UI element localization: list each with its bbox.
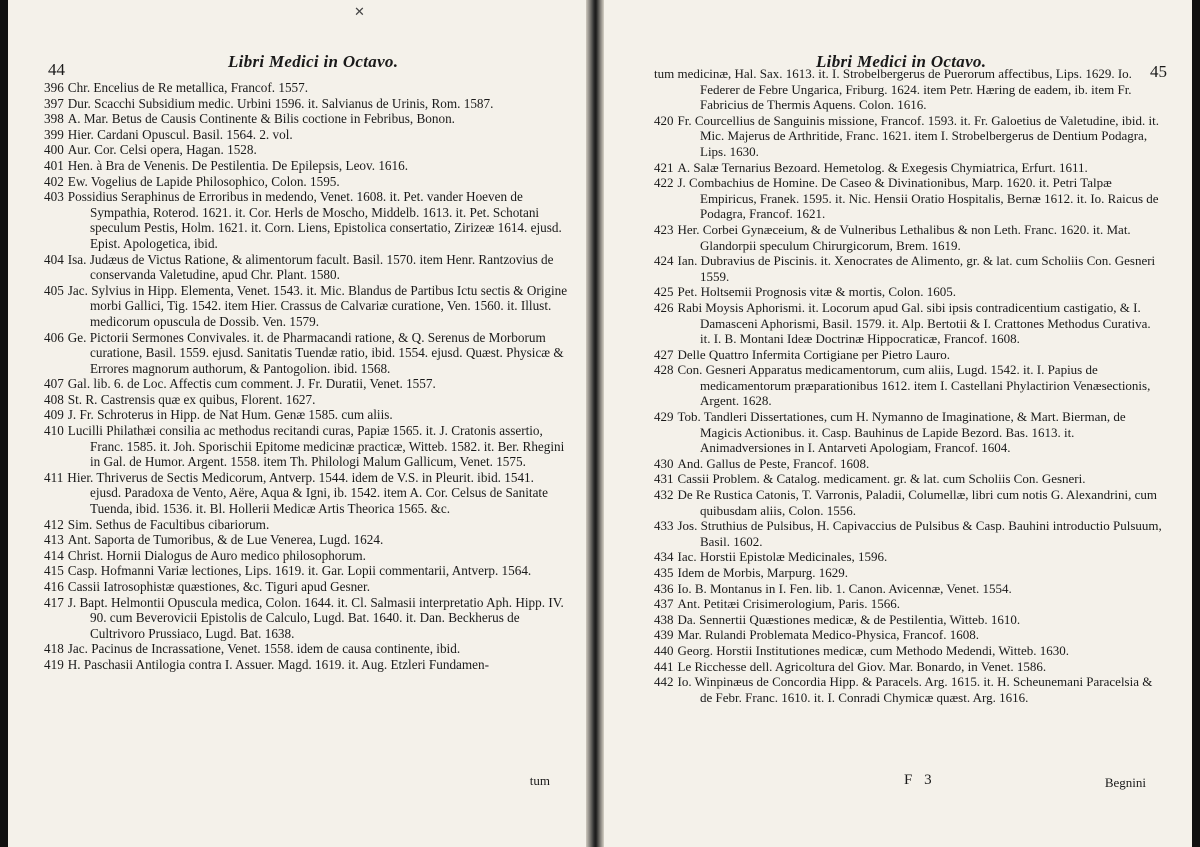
catalog-entry bbox=[8, 563, 568, 579]
entry-text: Ew. Vogelius de Lapide Philosophico, Colon. 1595. bbox=[67, 173, 340, 189]
catalog-entry bbox=[8, 330, 568, 377]
entry-text: Hier. Thriverus de Sectis Medicorum, Antverp. 1544. idem de V.S. in Pleurit. ibid. 1541. ejusd. Paradoxa de Vento, Aëre, Aqua & Igni, ib. 1542. item A. Cor. Celsus de Sanitate Tuenda, ibid. 1536. it. Bl. Hollerii Medicæ Artis Theorica 1565. &c. bbox=[67, 469, 548, 517]
catalog-entry bbox=[8, 579, 568, 595]
catalog-entry bbox=[8, 595, 568, 642]
catalog-entry bbox=[604, 518, 1162, 549]
entry-number: 403 bbox=[44, 189, 64, 205]
entry-number: 408 bbox=[44, 391, 64, 407]
entry-text: A. Mar. Betus de Causis Continente & Bilis coctione in Febribus, Bonon. bbox=[67, 111, 455, 127]
entry-number: 433 bbox=[654, 518, 674, 534]
entry-text: Delle Quattro Infermita Cortigiane per Pietro Lauro. bbox=[677, 346, 951, 362]
catalog-entry bbox=[604, 674, 1162, 705]
entry-text: De Re Rustica Catonis, T. Varronis, Paladii, Columellæ, libri cum notis G. Alexandrini, cum quibusdam aliis, Colon. 1556. bbox=[677, 487, 1158, 518]
entry-text: Io. Winpinæus de Concordia Hipp. & Paracels. Arg. 1615. it. H. Scheunemani Paracelsia & de Febr. Franc. 1610. it. I. Conradi Chymicæ quæst. Arg. 1616. bbox=[677, 674, 1153, 705]
entry-number: 404 bbox=[44, 251, 64, 267]
entry-text: And. Gallus de Peste, Francof. 1608. bbox=[677, 455, 870, 471]
entry-text: Hen. à Bra de Venenis. De Pestilentia. De Epilepsis, Leov. 1616. bbox=[67, 157, 409, 173]
entry-number: 425 bbox=[654, 284, 674, 300]
entry-text: Chr. Encelius de Re metallica, Francof. 1557. bbox=[67, 80, 309, 95]
catalog-entry bbox=[604, 581, 1162, 597]
catalog-entry bbox=[8, 174, 568, 190]
catalog-entry bbox=[604, 160, 1162, 176]
catalog-entry bbox=[8, 252, 568, 283]
entry-number: 415 bbox=[44, 563, 64, 579]
entry-text: Idem de Morbis, Marpurg. 1629. bbox=[677, 565, 849, 580]
catalog-entry bbox=[8, 111, 568, 127]
entry-text: Possidius Seraphinus de Erroribus in medendo, Venet. 1608. it. Pet. vander Hoeven de Sympathia, Roterod. 1621. it. Cor. Herls de Moscho, Middelb. 1613. it. Pet. Schotani speculum Pestis, Holm. 1621. it. Corn. Liens, Epistolica consertatio, Zirizeæ 1614. ejusd. Epist. Apologetica, ibid. bbox=[67, 189, 562, 251]
entry-number: 442 bbox=[654, 674, 674, 690]
entry-text: Aur. Cor. Celsi opera, Hagan. 1528. bbox=[67, 142, 257, 158]
entry-text: Pet. Holtsemii Prognosis vitæ & mortis, Colon. 1605. bbox=[677, 284, 956, 300]
entry-number: 420 bbox=[654, 112, 674, 128]
catalog-entry bbox=[8, 127, 568, 143]
entry-text: Hier. Cardani Opuscul. Basil. 1564. 2. vol. bbox=[67, 126, 293, 142]
catalog-entry bbox=[604, 175, 1162, 222]
entry-text: Georg. Horstii Institutiones medicæ, cum Methodo Medendi, Witteb. 1630. bbox=[677, 642, 1069, 658]
left-page bbox=[8, 0, 586, 847]
entry-text: J. Combachius de Homine. De Caseo & Divinationibus, Marp. 1620. it. Petri Talpæ Empiricus, Franek. 1595. it. Nic. Hensii Oratio Hospitalis, Bernæ 1612. it. Io. Raicus de Podagra, Francof. 1621. bbox=[677, 175, 1159, 222]
entry-number: 417 bbox=[44, 594, 64, 610]
entry-number: 416 bbox=[44, 579, 64, 594]
entry-text: Mar. Rulandi Problemata Medico-Physica, Francof. 1608. bbox=[677, 627, 979, 643]
running-head bbox=[8, 52, 586, 79]
catalog-entry bbox=[8, 548, 568, 564]
entry-text: Dur. Scacchi Subsidium medic. Urbini 1596. it. Salvianus de Urinis, Rom. 1587. bbox=[67, 95, 494, 111]
catalog-entry bbox=[8, 423, 568, 470]
catalog-entry bbox=[604, 284, 1162, 300]
page-number: 45 bbox=[1150, 62, 1167, 81]
catalog-entry bbox=[604, 565, 1162, 581]
running-title: Libri Medici in Octavo. bbox=[816, 52, 987, 71]
catalog-entry bbox=[8, 517, 568, 533]
book-gutter bbox=[586, 0, 604, 847]
ornament-mark: ✕ bbox=[354, 4, 365, 19]
entry-number: 402 bbox=[44, 173, 64, 189]
catalog-entry bbox=[8, 376, 568, 392]
entry-number: 435 bbox=[654, 565, 674, 580]
entry-text: Her. Corbei Gynæceium, & de Vulneribus Lethalibus & non Leth. Franc. 1620. it. Mat. Glandorpii speculum Chirurgicorum, Brem. 1619. bbox=[677, 221, 1131, 253]
catchword: Begnini bbox=[1104, 775, 1146, 790]
entry-text: Cassii Problem. & Catalog. medicament. gr. & lat. cum Scholiis Con. Gesneri. bbox=[677, 471, 1086, 487]
entry-number: 413 bbox=[44, 532, 64, 548]
entry-number: 428 bbox=[654, 362, 674, 378]
entry-number: 422 bbox=[654, 175, 674, 191]
catalog-entry bbox=[604, 253, 1162, 284]
catalog-entry bbox=[8, 641, 568, 657]
entry-number: 431 bbox=[654, 471, 674, 487]
entry-number: 419 bbox=[44, 656, 64, 672]
entry-number: 407 bbox=[44, 376, 64, 392]
catalog-entry bbox=[604, 596, 1162, 612]
entry-number: 400 bbox=[44, 142, 64, 158]
entry-number: 396 bbox=[44, 80, 64, 95]
entry-text: Tob. Tandleri Dissertationes, cum H. Nymanno de Imaginatione, & Mart. Bierman, de Magicis Actionibus. it. Casp. Bauhinus de Lapide Bezord. Bas. 1613. it. Animadversiones in I. Antarveti Apologiam, Francof. 1604. bbox=[677, 409, 1126, 456]
entry-number: 423 bbox=[654, 221, 674, 237]
catalog-entry bbox=[8, 407, 568, 423]
entry-number: 441 bbox=[654, 658, 674, 674]
entry-list bbox=[8, 80, 586, 673]
signature-mark: F 3 bbox=[904, 772, 936, 788]
catchword: tum bbox=[529, 773, 550, 788]
entry-text: Da. Sennertii Quæstiones medicæ, & de Pestilentia, Witteb. 1610. bbox=[677, 611, 1021, 627]
entry-number: 434 bbox=[654, 549, 674, 565]
entry-text: Lucilli Philathæi consilia ac methodus recitandi curas, Papiæ 1565. it. J. Cratonis assertio, Franc. 1585. it. Joh. Sporischii Epitome medicinæ practicæ, Witteb. 1582. it. Ber. Rhegini in Gal. de Humor. Argent. 1558. item Th. Philologi Malum Gallicum, Venet. 1575. bbox=[67, 423, 565, 470]
catalog-entry bbox=[604, 362, 1162, 409]
entry-number: 438 bbox=[654, 611, 674, 627]
catalog-entry bbox=[604, 471, 1162, 487]
entry-number: 424 bbox=[654, 253, 674, 269]
entry-text: Ian. Dubravius de Piscinis. it. Xenocrates de Alimento, gr. & lat. cum Scholiis Con. Gesneri 1559. bbox=[677, 253, 1156, 284]
entry-text: Gal. lib. 6. de Loc. Affectis cum comment. J. Fr. Duratii, Venet. 1557. bbox=[67, 376, 436, 392]
entry-number: 440 bbox=[654, 642, 674, 658]
right-page bbox=[604, 0, 1192, 847]
catalog-entry bbox=[604, 456, 1162, 472]
entry-text: A. Salæ Ternarius Bezoard. Hemetolog. & Exegesis Chymiatrica, Erfurt. 1611. bbox=[677, 159, 1088, 175]
page-number: 44 bbox=[48, 60, 65, 79]
entry-number: 411 bbox=[44, 469, 64, 485]
entry-number: 432 bbox=[654, 487, 674, 503]
entry-text: Rabi Moysis Aphorismi. it. Locorum apud Gal. sibi ipsis contradicentium castigatio, & I. Damasceni Aphorismi, Basil. 1579. it. Alp. Bertotii & I. Crattones Methodus Curativa. it. I. B. Montani Ideæ Doctrinæ Hippocraticæ, Francof. 1608. bbox=[677, 299, 1151, 347]
entry-list bbox=[604, 66, 1192, 705]
entry-number: 429 bbox=[654, 409, 674, 425]
entry-text: Le Ricchesse dell. Agricoltura del Giov. Mar. Bonardo, in Venet. 1586. bbox=[677, 658, 1047, 674]
entry-number: 410 bbox=[44, 423, 64, 439]
catalog-entry bbox=[8, 96, 568, 112]
entry-text: Jac. Pacinus de Incrassatione, Venet. 1558. idem de causa continente, ibid. bbox=[67, 641, 461, 657]
entry-text: St. R. Castrensis quæ ex quibus, Florent. 1627. bbox=[67, 391, 316, 407]
catalog-entry bbox=[604, 627, 1162, 643]
entry-number: 405 bbox=[44, 282, 64, 298]
entry-number: 430 bbox=[654, 455, 674, 471]
catalog-entry bbox=[604, 643, 1162, 659]
catalog-entry bbox=[8, 189, 568, 251]
entry-text: Jac. Sylvius in Hipp. Elementa, Venet. 1543. it. Mic. Blandus de Partibus Ictu sectis & Origine morbi Gallici, Tig. 1542. item Hier. Crassus de Calvariæ curatione, Ven. 1560. it. Illust. medicorum opuscula de Dossib. Ven. 1579. bbox=[67, 282, 568, 329]
catalog-entry bbox=[604, 113, 1162, 160]
entry-number: 414 bbox=[44, 547, 64, 563]
entry-number: 406 bbox=[44, 329, 64, 345]
catalog-entry bbox=[8, 158, 568, 174]
running-title: Libri Medici in Octavo. bbox=[228, 52, 399, 71]
catalog-entry bbox=[604, 659, 1162, 675]
catalog-entry bbox=[604, 487, 1162, 518]
entry-number: 421 bbox=[654, 159, 674, 175]
entry-number: 409 bbox=[44, 407, 64, 423]
catalog-entry bbox=[8, 470, 568, 517]
catalog-entry bbox=[8, 657, 568, 673]
entry-number: 437 bbox=[654, 596, 674, 612]
entry-text: Isa. Judæus de Victus Ratione, & alimentorum facult. Basil. 1570. item Henr. Rantzovius de conservanda Valetudine, apud Chr. Plant. 1580. bbox=[67, 251, 554, 283]
entry-number: 418 bbox=[44, 641, 64, 657]
catalog-entry bbox=[604, 347, 1162, 363]
catalog-entry bbox=[604, 549, 1162, 565]
entry-text: Casp. Hofmanni Variæ lectiones, Lips. 1619. it. Gar. Lopii commentarii, Antverp. 1564. bbox=[67, 563, 532, 579]
entry-text: J. Bapt. Helmontii Opuscula medica, Colon. 1644. it. Cl. Salmasii interpretatio Aph. Hipp. IV. 90. cum Beverovicii Epistolis de Calculo, Lugd. Bat. 1640. it. Dan. Beckherus de Cultrivoro Prussiaco, Lugd. Bat. 1638. bbox=[67, 594, 564, 641]
entry-number: 436 bbox=[654, 580, 674, 596]
catalog-entry bbox=[604, 300, 1162, 347]
entry-text: Con. Gesneri Apparatus medicamentorum, cum aliis, Lugd. 1542. it. I. Papius de medicamentorum præparationibus 1612. item I. Castellani Phylactirion Venæsectionis, Argent. 1628. bbox=[677, 362, 1151, 409]
catalog-entry bbox=[8, 392, 568, 408]
continued-entry: tum medicinæ, Hal. Sax. 1613. it. I. Strobelbergerus de Puerorum affectibus, Lips. 1629. Io. Federer de Febre Ungarica, Friburg. 1624. item Petr. Hæring de eadem, ib. item Fr. Fabricius de Thermis Aquens. Colon. 1616. bbox=[654, 66, 1132, 113]
entry-text: Ant. Petitæi Crisimerologium, Paris. 1566. bbox=[677, 596, 900, 612]
entry-number: 439 bbox=[654, 627, 674, 643]
entry-number: 397 bbox=[44, 95, 64, 111]
catalog-entry bbox=[8, 532, 568, 548]
entry-number: 399 bbox=[44, 126, 64, 142]
entry-number: 398 bbox=[44, 111, 64, 127]
entry-text: Sim. Sethus de Facultibus cibariorum. bbox=[67, 516, 270, 532]
entry-text: Jos. Struthius de Pulsibus, H. Capivaccius de Pulsibus & Casp. Bauhini introductio Pulsuum, Basil. 1602. bbox=[677, 518, 1162, 549]
entry-text: Iac. Horstii Epistolæ Medicinales, 1596. bbox=[677, 549, 888, 565]
catalog-entry bbox=[604, 222, 1162, 253]
entry-text: Ge. Pictorii Sermones Convivales. it. de Pharmacandi ratione, & Q. Serenus de Morborum curatione, Basil. 1559. ejusd. Sanitatis Tuendæ ratio, ibid. 1554. ejusd. Quæst. Physicæ & Errores magnorum authorum, & Pantogolion. ibid. 1568. bbox=[67, 329, 564, 376]
catalog-entry bbox=[8, 142, 568, 158]
entry-text: Ant. Saporta de Tumoribus, & de Lue Venerea, Lugd. 1624. bbox=[67, 532, 384, 548]
catalog-entry bbox=[604, 409, 1162, 456]
entry-number: 426 bbox=[654, 299, 674, 315]
entry-text: Io. B. Montanus in I. Fen. lib. 1. Canon. Avicennæ, Venet. 1554. bbox=[677, 580, 1012, 596]
entry-number: 412 bbox=[44, 516, 64, 532]
catalog-entry bbox=[604, 612, 1162, 628]
entry-text: H. Paschasii Antilogia contra I. Assuer. Magd. 1619. it. Aug. Etzleri Fundamen- bbox=[67, 656, 489, 672]
entry-number: 401 bbox=[44, 157, 64, 173]
catalog-entry bbox=[8, 80, 568, 96]
entry-number: 427 bbox=[654, 346, 674, 362]
entry-text: Christ. Hornii Dialogus de Auro medico philosophorum. bbox=[67, 547, 366, 563]
catalog-entry bbox=[8, 283, 568, 330]
entry-text: Cassii Iatrosophistæ quæstiones, &c. Tiguri apud Gesner. bbox=[67, 579, 370, 594]
entry-text: J. Fr. Schroterus in Hipp. de Nat Hum. Genæ 1585. cum aliis. bbox=[67, 407, 393, 423]
entry-text: Fr. Courcellius de Sanguinis missione, Francof. 1593. it. Fr. Galoetius de Valetudine, ibid. it. Mic. Majerus de Arthritide, Franc. 1621. item I. Strobelbergerus de Dentium Podagra, Lips. 1630. bbox=[677, 112, 1159, 159]
